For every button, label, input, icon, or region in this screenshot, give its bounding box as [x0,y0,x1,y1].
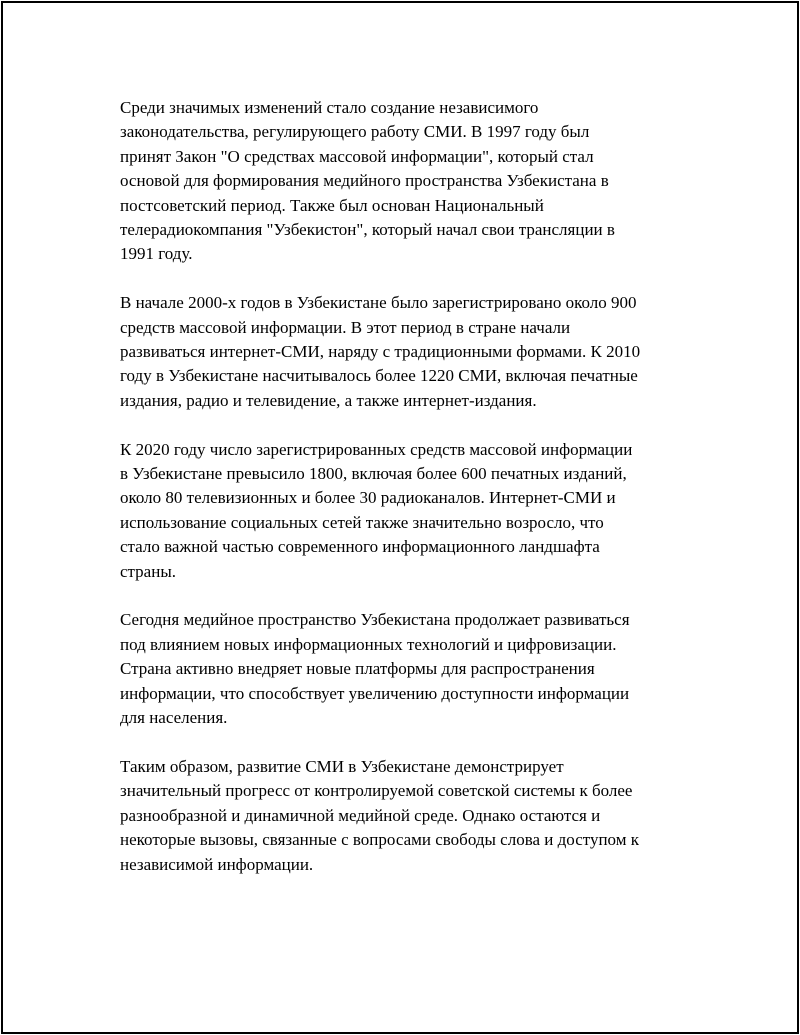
text-line: стало важной частью современного информационного ландшафта [120,537,600,557]
text-line: независимой информации. [120,854,314,874]
text-line: Таким образом, развитие СМИ в Узбекистане демонстрирует [120,756,564,776]
text-line: издания, радио и телевидение, а также интернет-издания. [120,390,537,410]
text-line: под влиянием новых информационных технологий и цифровизации. [120,634,617,654]
paragraph-2 [120,291,700,413]
paragraph-5 [120,755,700,877]
text-line: Среди значимых изменений стало создание независимого [120,98,539,117]
text-line: В начале 2000-х годов в Узбекистане было зарегистрировано около 900 [120,293,637,313]
paragraph-3 [120,438,700,584]
text-line: использование социальных сетей также значительно возросло, что [120,512,604,532]
text-line: основой для формирования медийного пространства Узбекистана в [120,171,609,191]
text-line: значительный прогресс от контролируемой советской системы к более [120,781,633,801]
text-line: законодательства, регулирующего работу СМИ. В 1997 году был [120,122,590,142]
text-line: информации, что способствует увеличению доступности информации [120,683,630,703]
text-line: около 80 телевизионных и более 30 радиоканалов. Интернет-СМИ и [120,488,616,508]
text-line: в Узбекистане превысило 1800, включая более 600 печатных изданий, [120,464,627,484]
text-line: году в Узбекистане насчитывалось более 1220 СМИ, включая печатные [120,366,638,386]
text-line: разнообразной и динамичной медийной среде. Однако остаются и [120,805,601,825]
text-line: принят Закон "О средствах массовой информации", который стал [120,146,594,166]
paragraph-4 [120,608,700,730]
text-line: средств массовой информации. В этот период в стране начали [120,317,571,337]
text-line: телерадиокомпания "Узбекистон", который начал свои трансляции в [120,220,615,240]
text-line: развиваться интернет-СМИ, наряду с традиционными формами. К 2010 [120,342,641,362]
text-line: некоторые вызовы, связанные с вопросами свободы слова и доступом к [120,830,639,850]
text-line: для населения. [120,708,228,728]
text-line: К 2020 году число зарегистрированных средств массовой информации [120,439,633,459]
text-line: Страна активно внедряет новые платформы для распространения [120,659,595,679]
text-line: постсоветский период. Также был основан Национальный [120,195,544,215]
text-line: 1991 году. [120,244,193,264]
page-frame [1,1,799,1034]
paragraph-1 [120,96,700,267]
document-body [120,96,700,901]
text-line: Сегодня медийное пространство Узбекистана продолжает развиваться [120,610,630,630]
text-line: страны. [120,561,176,581]
